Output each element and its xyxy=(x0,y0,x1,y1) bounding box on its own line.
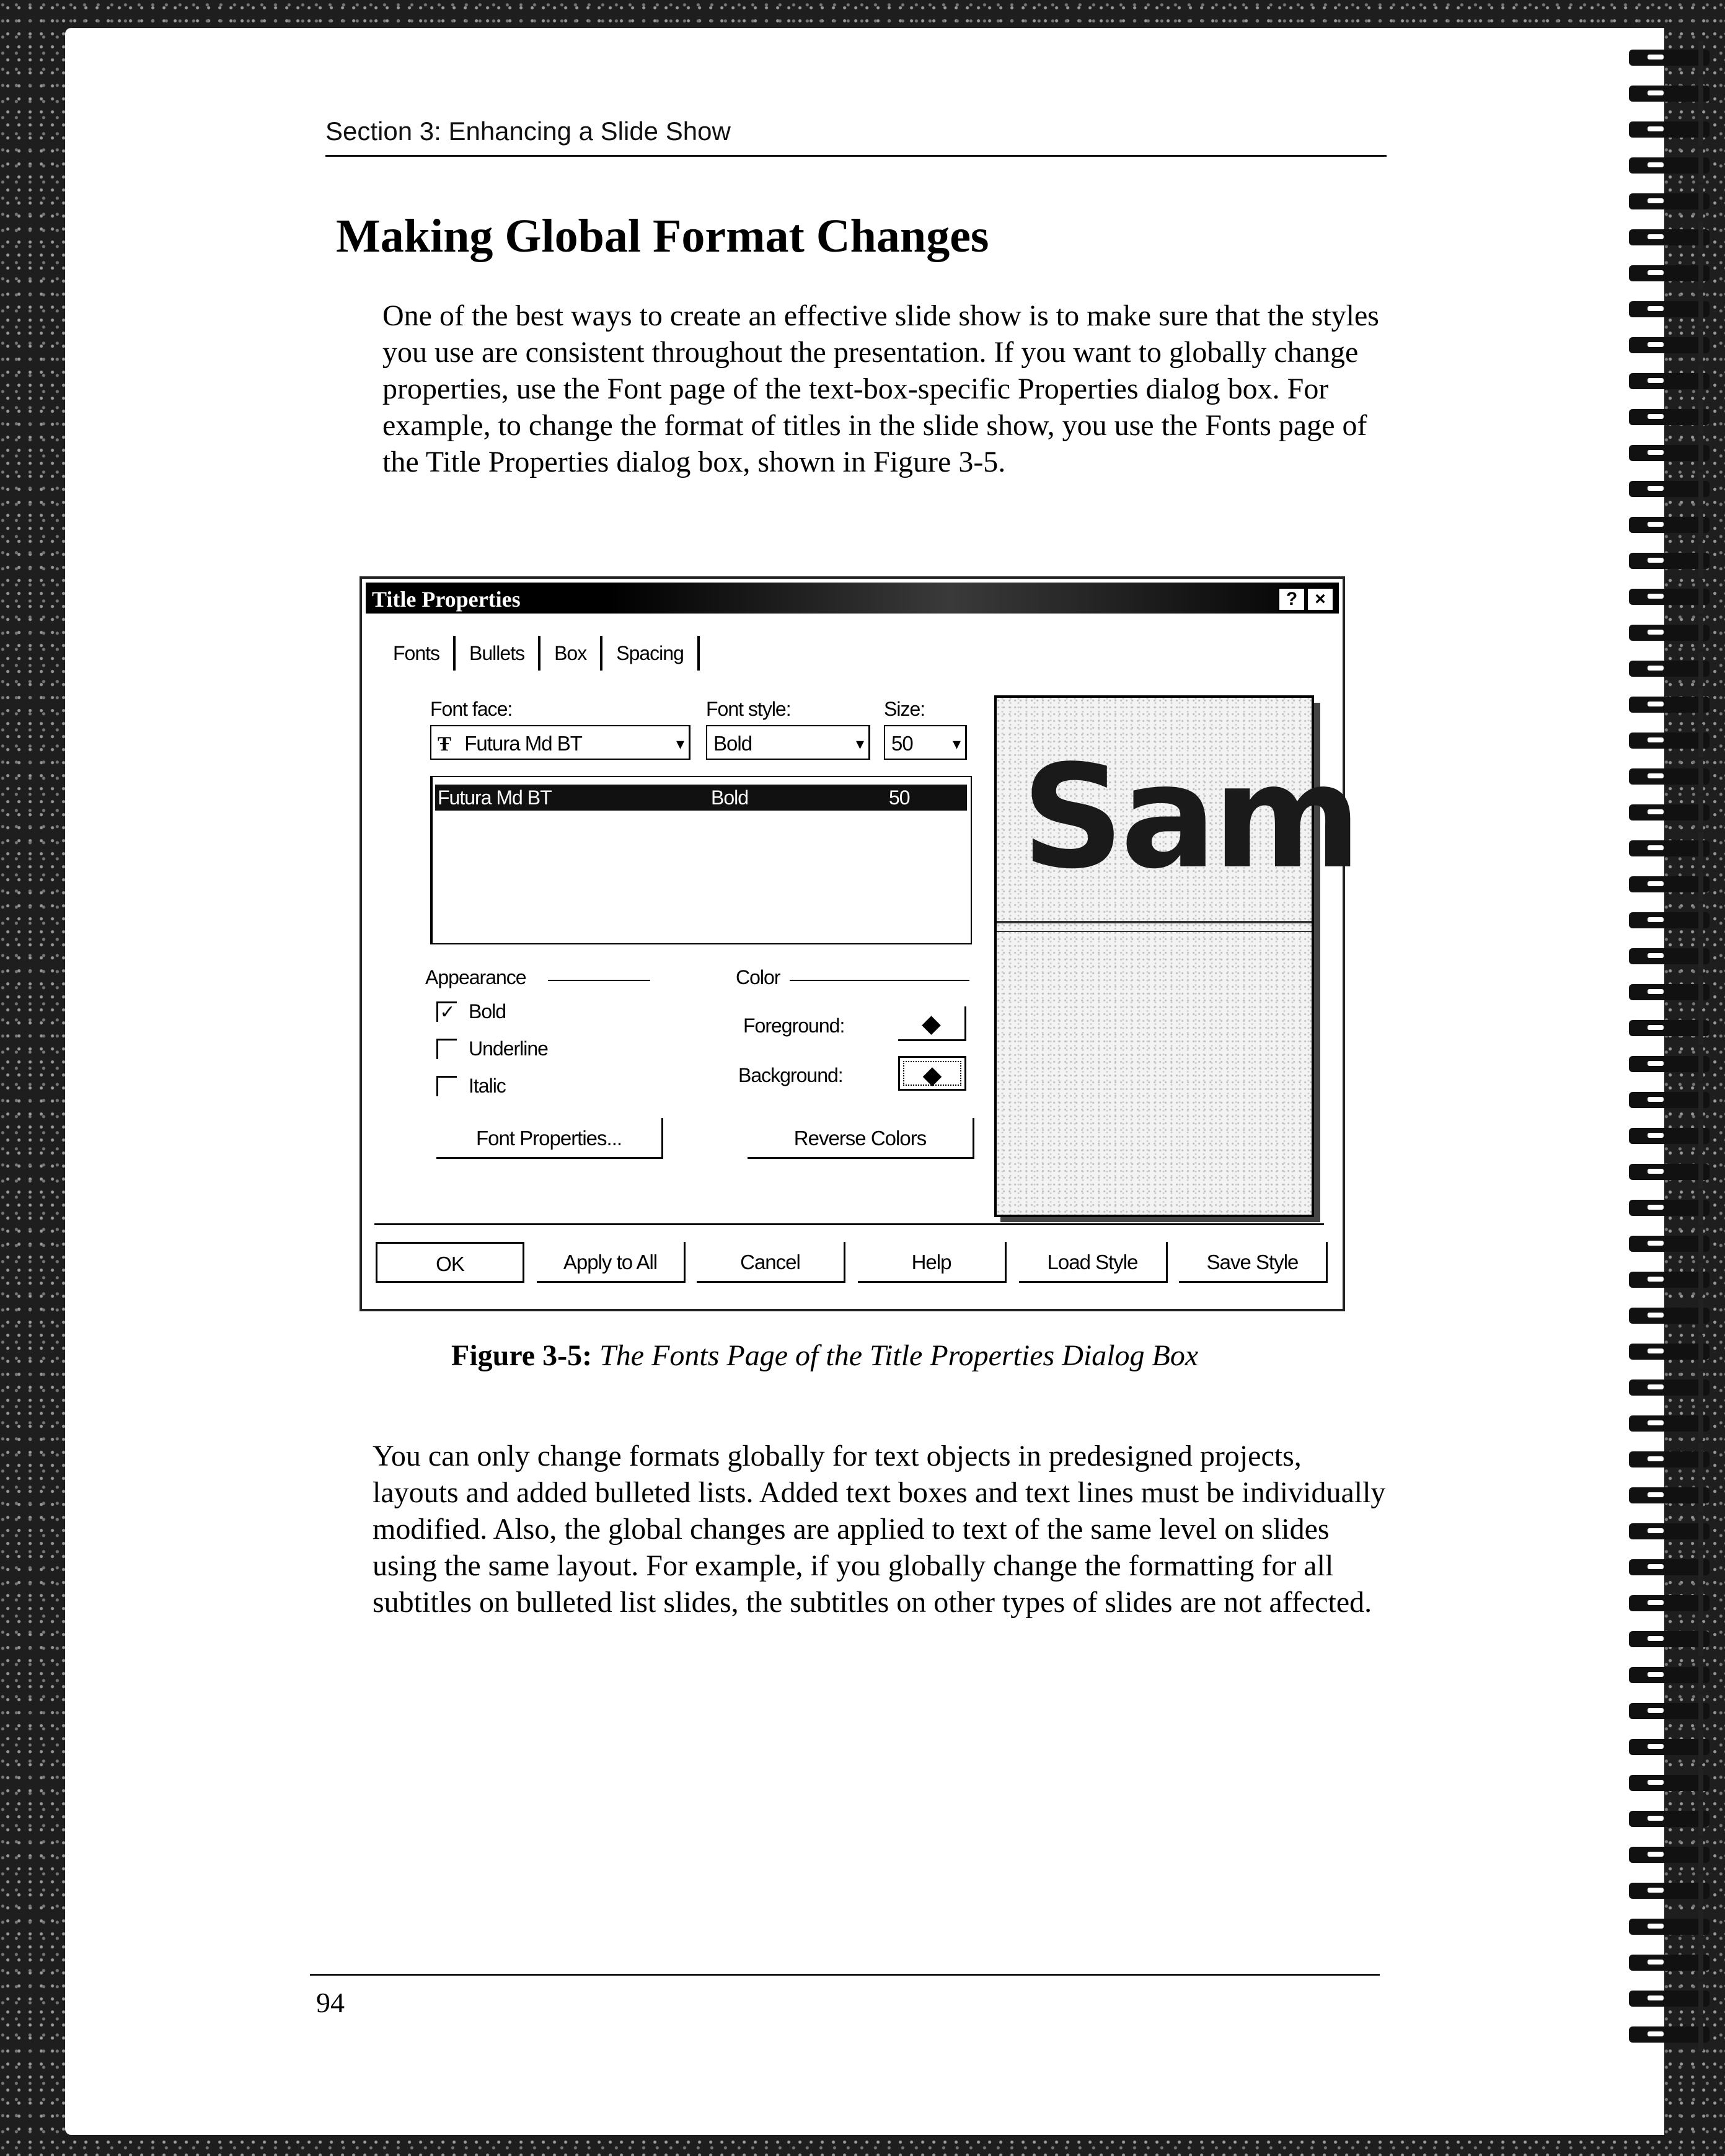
preview-sample-text: Sam xyxy=(1021,735,1358,900)
bold-checkbox-label: Bold xyxy=(469,1000,506,1023)
bold-checkbox[interactable]: ✓ xyxy=(436,1001,457,1022)
page-number: 94 xyxy=(316,1987,345,2018)
save-style-button[interactable]: Save Style xyxy=(1179,1242,1328,1283)
paint-bucket-icon: ◆ xyxy=(922,1010,941,1037)
title-properties-dialog xyxy=(360,576,1358,1311)
binding-coil xyxy=(1629,1991,1710,2007)
binding-coil xyxy=(1629,1703,1710,1719)
preview-divider xyxy=(997,921,1312,923)
binding-coil xyxy=(1629,1092,1710,1108)
italic-checkbox[interactable] xyxy=(436,1076,457,1096)
help-button[interactable]: Help xyxy=(858,1242,1007,1283)
chevron-down-icon: ▾ xyxy=(855,734,863,753)
underline-checkbox[interactable] xyxy=(436,1039,457,1059)
binding-coil xyxy=(1629,876,1710,892)
list-item-face: Futura Md BT xyxy=(438,786,552,809)
binding-coil xyxy=(1629,301,1710,317)
binding-coil xyxy=(1629,445,1710,461)
list-item[interactable] xyxy=(435,785,967,811)
figure-caption-label: Figure 3-5: xyxy=(451,1339,593,1372)
binding-coil xyxy=(1629,409,1710,425)
dialog-separator xyxy=(374,1223,1324,1225)
list-item-style: Bold xyxy=(711,786,749,809)
font-face-label: Font face: xyxy=(430,698,513,720)
close-icon[interactable]: × xyxy=(1307,587,1334,611)
underline-checkbox-label: Underline xyxy=(469,1037,548,1060)
binding-coil xyxy=(1629,157,1710,174)
font-style-value: Bold xyxy=(713,732,752,755)
binding-coil xyxy=(1629,50,1710,66)
paint-bucket-icon: ◆ xyxy=(922,1062,942,1089)
binding-coil xyxy=(1629,1595,1710,1611)
foreground-color-button[interactable] xyxy=(898,1006,966,1041)
binding-coil xyxy=(1629,1919,1710,1935)
page-heading: Making Global Format Changes xyxy=(336,210,989,262)
color-group-line xyxy=(790,980,969,981)
binding-coil xyxy=(1629,1883,1710,1899)
list-item-size: 50 xyxy=(889,786,910,809)
apply-to-all-button[interactable]: Apply to All xyxy=(537,1242,686,1283)
binding-coil xyxy=(1629,1272,1710,1288)
binding-coil xyxy=(1629,1236,1710,1252)
background-label: Background: xyxy=(738,1064,843,1086)
binding-coil xyxy=(1629,948,1710,964)
font-style-label: Font style: xyxy=(706,698,791,720)
binding-coil xyxy=(1629,625,1710,641)
binding-coil xyxy=(1629,553,1710,569)
tab-box[interactable]: Box xyxy=(540,636,602,671)
binding-coil xyxy=(1629,1811,1710,1827)
footer-rule xyxy=(310,1974,1380,1976)
binding-coil xyxy=(1629,1775,1710,1791)
binding-coil xyxy=(1629,86,1710,102)
binding-coil xyxy=(1629,193,1710,209)
chevron-down-icon: ▾ xyxy=(952,734,960,753)
chevron-down-icon: ▾ xyxy=(676,734,684,753)
tab-fonts[interactable]: Fonts xyxy=(393,636,456,671)
binding-coil xyxy=(1629,481,1710,497)
binding-coil xyxy=(1629,661,1710,677)
figure-caption xyxy=(451,1339,1198,1373)
binding-coil xyxy=(1629,229,1710,245)
binding-coil xyxy=(1629,1128,1710,1144)
load-style-button[interactable]: Load Style xyxy=(1019,1242,1168,1283)
figure-caption-text: The Fonts Page of the Title Properties Dialog Box xyxy=(599,1339,1199,1372)
binding-coil xyxy=(1629,1487,1710,1503)
binding-coil xyxy=(1629,1523,1710,1539)
font-listbox[interactable] xyxy=(430,776,972,944)
truetype-icon: Ŧ xyxy=(438,733,451,755)
size-label: Size: xyxy=(884,698,925,720)
size-value: 50 xyxy=(891,732,913,755)
font-style-select[interactable] xyxy=(706,725,870,760)
running-head: Section 3: Enhancing a Slide Show xyxy=(325,117,731,146)
binding-coil xyxy=(1629,697,1710,713)
font-properties-button[interactable]: Font Properties... xyxy=(436,1118,663,1159)
header-rule xyxy=(325,155,1387,157)
binding-coil xyxy=(1629,1559,1710,1575)
tab-strip xyxy=(393,636,700,671)
binding-coil xyxy=(1629,1056,1710,1072)
binding-coil xyxy=(1629,121,1710,138)
binding-coil xyxy=(1629,984,1710,1000)
dialog-titlebar xyxy=(366,583,1339,614)
font-face-select[interactable] xyxy=(430,725,690,760)
binding-coil xyxy=(1629,840,1710,856)
binding-coil xyxy=(1629,1308,1710,1324)
appearance-group-label: Appearance xyxy=(425,966,526,988)
binding-coil xyxy=(1629,1739,1710,1755)
preview-divider xyxy=(997,931,1312,932)
binding-coil xyxy=(1629,733,1710,749)
help-icon[interactable]: ? xyxy=(1278,587,1305,611)
body-paragraph: You can only change formats globally for text objects in predesigned projects, layouts and added bulleted lists. Added text boxes and text lines must be individually modified. Also, the global changes are applied to text of the same level on slides using the same layout. For example, if you globally change the formatting for all subtitles on bulleted list slides, the subtitles on other types of slides are not affected. xyxy=(373,1440,1386,1619)
font-face-value: Futura Md BT xyxy=(464,732,582,755)
tab-spacing[interactable]: Spacing xyxy=(602,636,700,671)
binding-coil xyxy=(1629,1667,1710,1683)
reverse-colors-button[interactable]: Reverse Colors xyxy=(748,1118,974,1159)
binding-coil xyxy=(1629,1379,1710,1396)
foreground-label: Foreground: xyxy=(743,1014,845,1037)
binding-coil xyxy=(1629,804,1710,821)
appearance-group-line xyxy=(548,980,650,981)
binding-coil xyxy=(1629,1344,1710,1360)
binding-coil xyxy=(1629,1631,1710,1647)
background-color-button[interactable] xyxy=(898,1056,966,1091)
preview-pane xyxy=(994,695,1358,1217)
spiral-binding xyxy=(1618,50,1723,2095)
intro-paragraph: One of the best ways to create an effective slide show is to make sure that the styles you use are consistent throughout the presentation. If you want to globally change properties, use the Font page of the text-box-specific Properties dialog box. For example, to change the format of titles in the slide show, you use the Fonts page of the Title Properties dialog box, shown in Figure 3-5. xyxy=(382,299,1379,478)
binding-coil xyxy=(1629,265,1710,281)
size-select[interactable] xyxy=(884,725,967,760)
ok-button[interactable]: OK xyxy=(376,1242,524,1283)
cancel-button[interactable]: Cancel xyxy=(697,1242,845,1283)
italic-checkbox-label: Italic xyxy=(469,1075,506,1097)
binding-coil xyxy=(1629,1415,1710,1432)
binding-coil xyxy=(1629,1955,1710,1971)
binding-coil xyxy=(1629,337,1710,353)
binding-coil xyxy=(1629,373,1710,389)
binding-coil xyxy=(1629,1164,1710,1180)
binding-coil xyxy=(1629,912,1710,928)
binding-coil xyxy=(1629,1847,1710,1863)
binding-coil xyxy=(1629,1451,1710,1467)
binding-coil xyxy=(1629,768,1710,785)
binding-coil xyxy=(1629,589,1710,605)
binding-coil xyxy=(1629,2026,1710,2043)
binding-coil xyxy=(1629,1020,1710,1036)
binding-coil xyxy=(1629,1200,1710,1216)
binding-coil xyxy=(1629,517,1710,533)
dialog-title: Title Properties xyxy=(372,587,521,612)
color-group-label: Color xyxy=(736,966,780,988)
tab-bullets[interactable]: Bullets xyxy=(456,636,540,671)
